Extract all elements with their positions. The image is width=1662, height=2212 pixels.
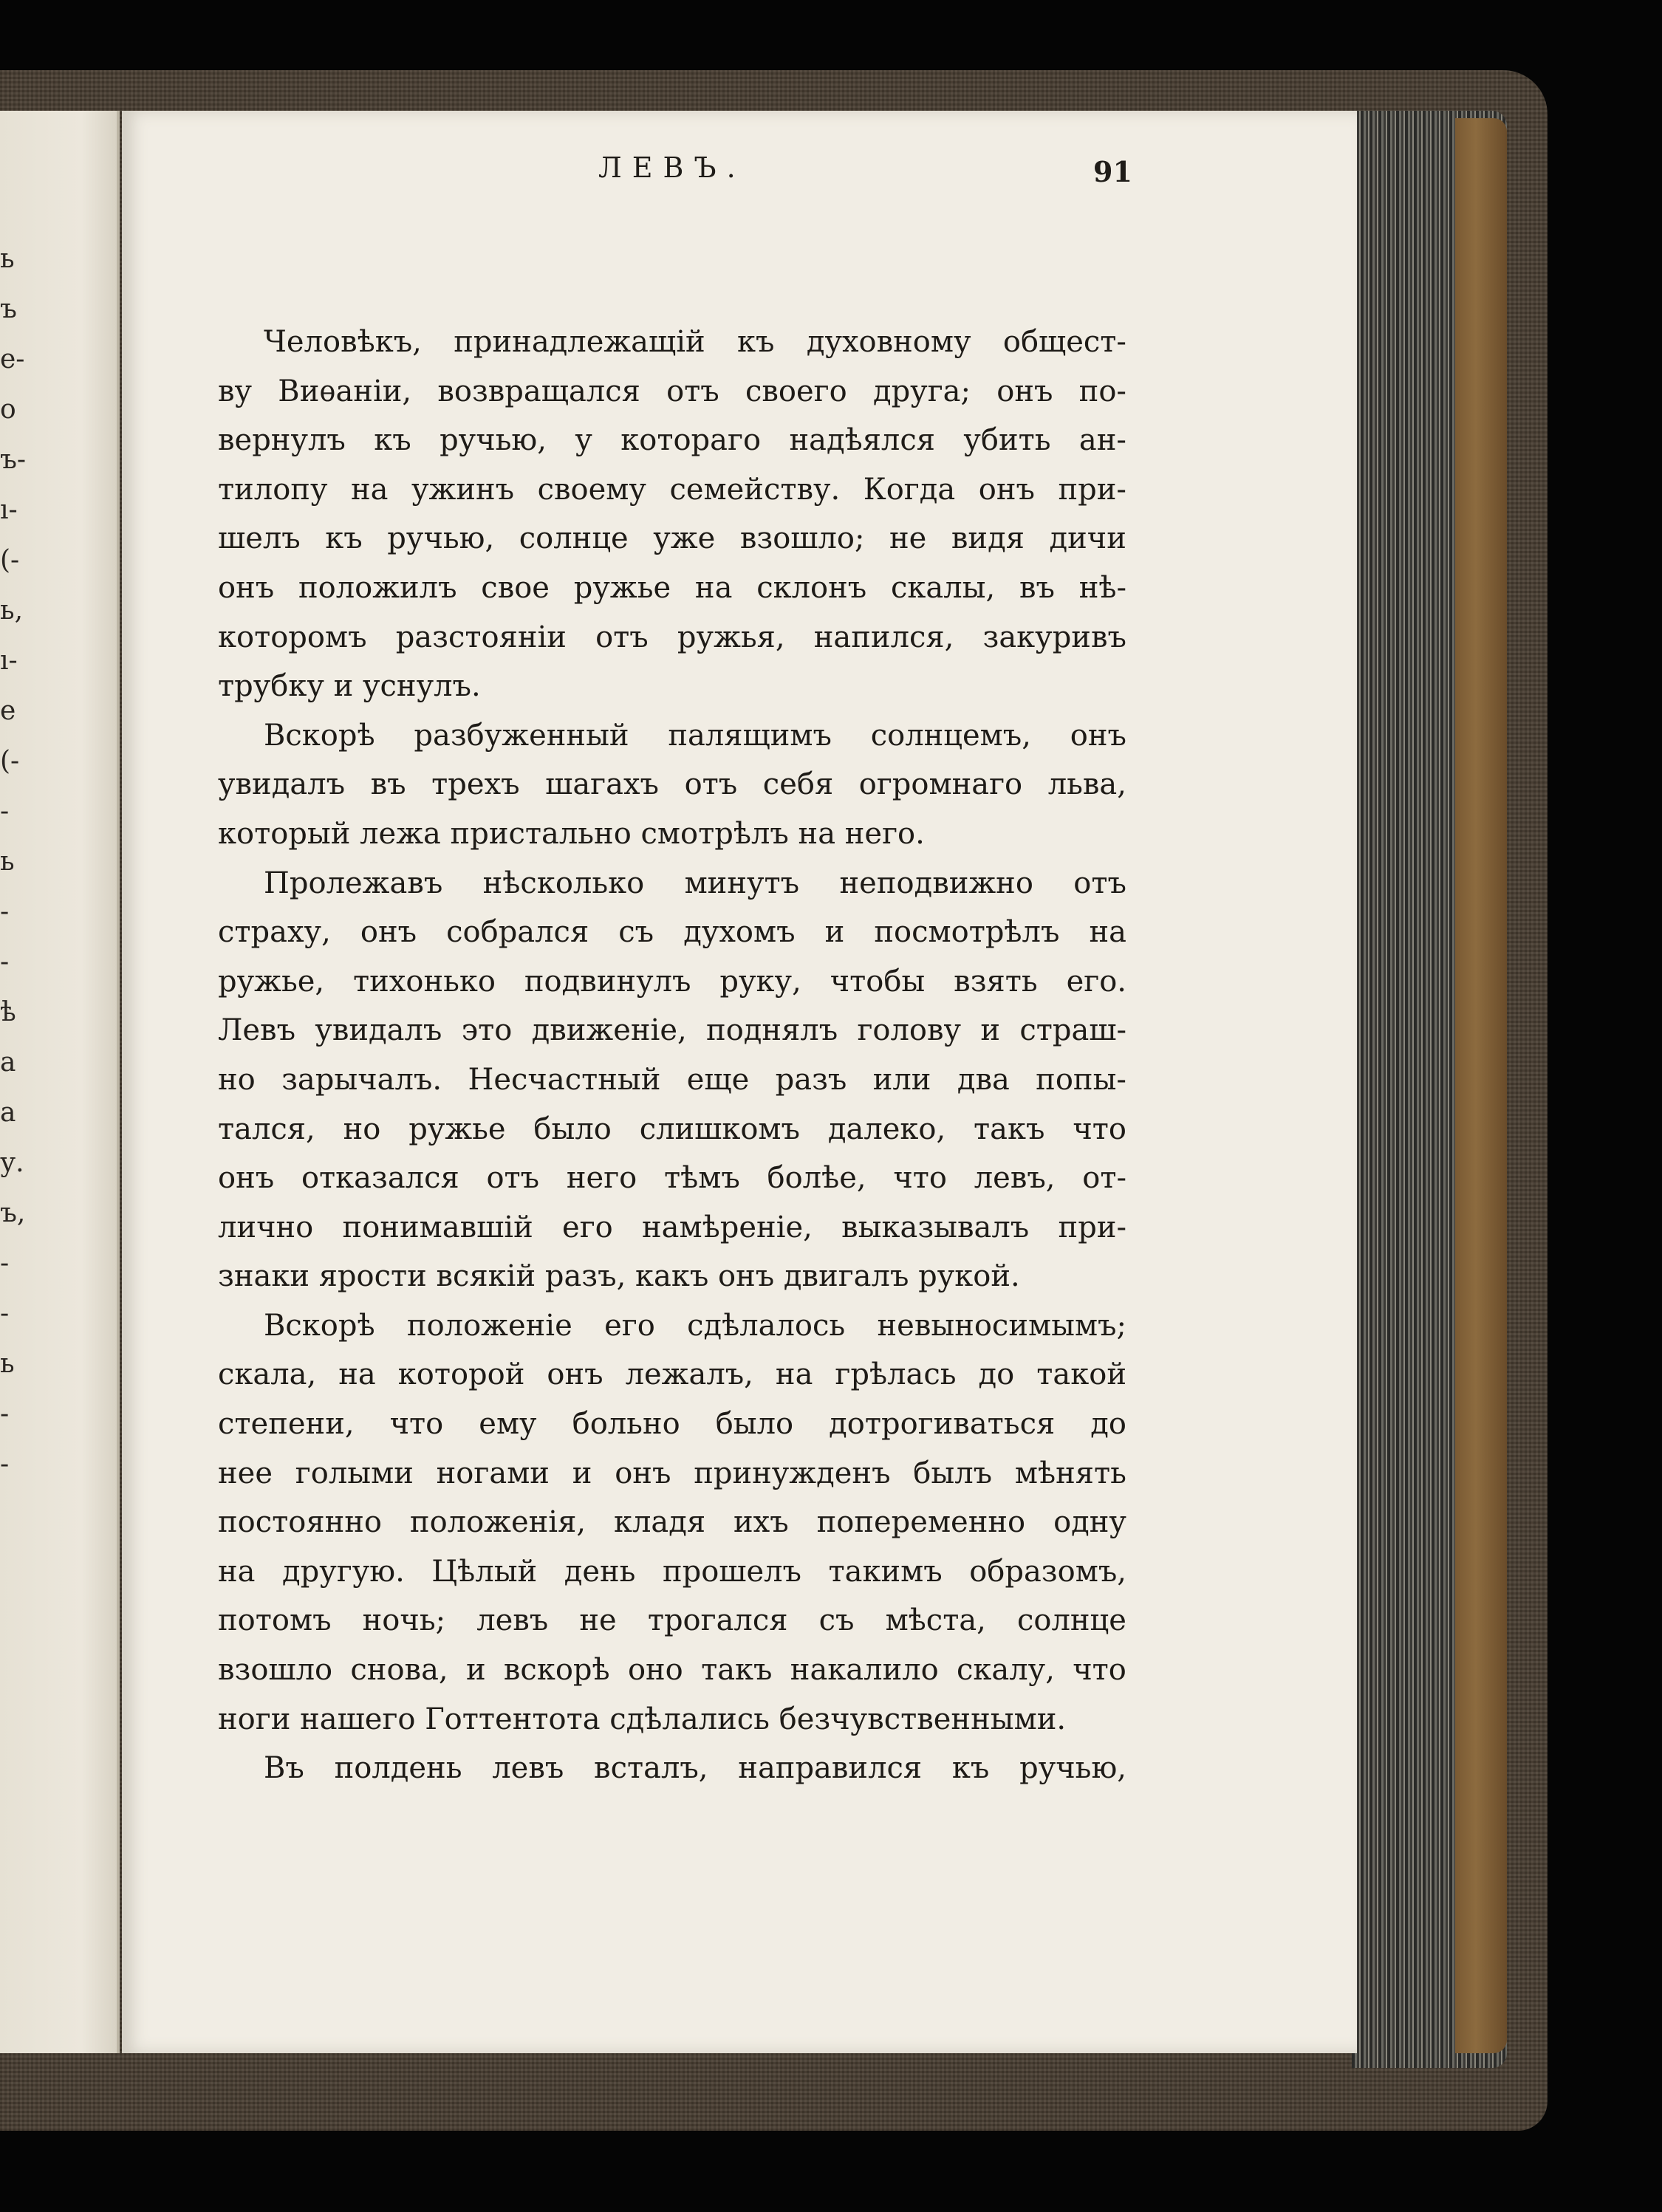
left-page-fragment: - <box>0 947 10 977</box>
text-line: онъ положилъ свое ружье на склонъ скалы, въ нѣ- <box>218 570 1126 605</box>
left-page-fragment: ь <box>0 1349 15 1379</box>
text-line: степени, что ему больно было дотрогиваться до <box>218 1407 1126 1442</box>
left-page-fragment: у. <box>0 1148 24 1178</box>
text-line: но зарычалъ. Несчастный еще разъ или два попы- <box>218 1062 1126 1097</box>
text-line: Вскорѣ разбуженный палящимъ солнцемъ, онъ <box>264 718 1126 753</box>
text-line: ву Виѳаніи, возвращался отъ своего друга; онъ по- <box>218 374 1126 408</box>
text-line: знаки ярости всякій разъ, какъ онъ двигалъ рукой. <box>218 1259 1020 1294</box>
left-page-fragment: e- <box>0 344 25 374</box>
text-line: Человѣкъ, принадлежащій къ духовному общест- <box>264 325 1126 359</box>
text-line: увидалъ въ трехъ шагахъ отъ себя огромнаго льва, <box>218 767 1126 802</box>
text-line: Левъ увидалъ это движеніе, поднялъ голову и страш- <box>218 1013 1126 1048</box>
text-line: страху, онъ собрался съ духомъ и посмотрѣлъ на <box>218 915 1126 950</box>
left-page-fragment: е <box>0 696 16 726</box>
left-page-fragment: ь <box>0 244 15 274</box>
paragraph <box>218 711 1126 859</box>
text-line: Вскорѣ положеніе его сдѣлалось невыносимымъ; <box>264 1308 1126 1343</box>
text-line: взошло снова, и вскорѣ оно такъ накалило скалу, что <box>218 1653 1126 1688</box>
left-page-fragment: ѣ <box>0 997 16 1027</box>
text-line: постоянно положенія, кладя ихъ попеременно одну <box>218 1505 1126 1540</box>
paragraph <box>218 859 1126 1301</box>
running-title: ЛЕВЪ. <box>598 151 746 184</box>
left-page-fragment: (- <box>0 545 20 575</box>
text-line: онъ отказался отъ него тѣмъ болѣе, что левъ, от- <box>218 1161 1126 1196</box>
left-page-fragment: (- <box>0 746 20 776</box>
left-page-fragment: ъ <box>0 294 17 324</box>
text-line: Въ полдень левъ всталъ, направился къ ручью, <box>264 1751 1126 1786</box>
gilt-page-edge <box>1455 118 1507 2053</box>
left-page-fragment: а <box>0 1098 16 1128</box>
left-page <box>0 111 120 2053</box>
left-page-fragment: ı- <box>0 495 18 525</box>
left-page-fragment: а <box>0 1047 16 1078</box>
text-line: вернулъ къ ручью, у котораго надѣялся убить ан- <box>218 423 1126 458</box>
text-line: ружье, тихонько подвинулъ руку, чтобы взять его. <box>218 964 1126 999</box>
paragraph <box>218 1301 1126 1744</box>
text-line: Пролежавъ нѣсколько минутъ неподвижно отъ <box>264 866 1126 900</box>
left-page-fragment: о <box>0 394 16 425</box>
text-line: на другую. Цѣлый день прошелъ такимъ образомъ, <box>218 1554 1126 1589</box>
text-line: потомъ ночь; левъ не трогался съ мѣста, солнце <box>218 1603 1126 1638</box>
left-page-fragment: - <box>0 1298 10 1329</box>
left-page-fragment: ь <box>0 846 15 877</box>
left-page-fragment: ь, <box>0 595 24 626</box>
left-page-fragment: ı- <box>0 646 18 676</box>
text-line: тилопу на ужинъ своему семейству. Когда онъ при- <box>218 472 1126 507</box>
text-line: нее голыми ногами и онъ принужденъ былъ мѣнять <box>218 1456 1126 1490</box>
text-line: трубку и уснулъ. <box>218 669 481 704</box>
left-page-fragment: - <box>0 1248 10 1278</box>
page-number: 91 <box>1093 155 1132 188</box>
text-line: которомъ разстояніи отъ ружья, напился, закуривъ <box>218 620 1126 654</box>
left-page-fragment: - <box>0 1449 10 1479</box>
left-page-fragment: - <box>0 796 10 826</box>
text-line: ноги нашего Готтентота сдѣлались безчувственными. <box>218 1702 1067 1736</box>
text-line: который лежа пристально смотрѣлъ на него. <box>218 816 925 851</box>
left-page-fragment: ъ- <box>0 445 27 475</box>
text-line: тался, но ружье было слишкомъ далеко, такъ что <box>218 1112 1126 1146</box>
left-page-fragment: - <box>0 897 10 927</box>
text-line: лично понимавшій его намѣреніе, выказывалъ при- <box>218 1210 1126 1244</box>
paragraph <box>218 318 1126 711</box>
left-page-fragment: ъ, <box>0 1198 26 1228</box>
paragraph <box>218 1744 1126 1793</box>
text-line: шелъ къ ручью, солнце уже взошло; не видя дичи <box>218 521 1126 556</box>
left-page-fragment: - <box>0 1399 10 1429</box>
body-text <box>218 318 1126 1793</box>
text-line: скала, на которой онъ лежалъ, на грѣлась до такой <box>218 1357 1126 1392</box>
